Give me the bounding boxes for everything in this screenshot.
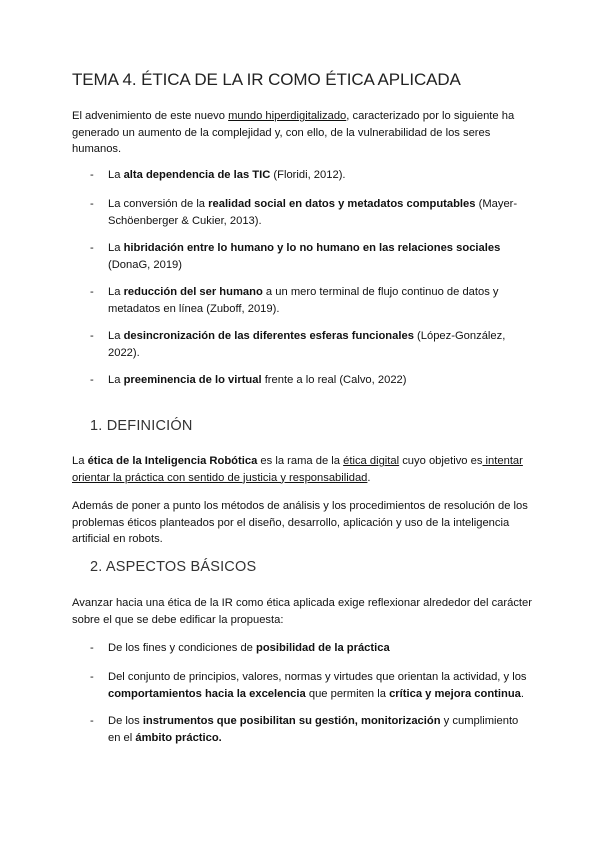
definition-paragraph: La ética de la Inteligencia Robótica es la rama de la ética digital cuyo objetivo es intentar orientar la práctica con sentido de justicia y responsabilidad. [72,455,523,484]
intro-text-end: , caracterizado por lo siguiente ha generado un aumento de la complejidad y, con ello, de la vulnerabilidad de los seres humanos. [72,110,515,155]
list-item: - De los fines y condiciones de posibilidad de la práctica [72,640,532,657]
bullet-dash: - [90,642,94,654]
underlined-term: intentar orientar la práctica con sentido de justicia y responsabilidad [72,455,523,484]
aspects-intro-paragraph: Avanzar hacia una ética de la IR como ética aplicada exige reflexionar alrededor del carácter sobre el que se debe edificar la propuesta: [72,597,532,626]
section-heading-aspectos: 2. ASPECTOS BÁSICOS [90,559,257,575]
underlined-term: ética digital [343,455,400,467]
bullet-dash: - [90,286,94,298]
list-item: - La desincronización de las diferentes esferas funcionales (López-González, 2022). [90,330,506,359]
list-item: - La preeminencia de lo virtual frente a lo real (Calvo, 2022) [72,372,532,389]
bullet-dash: - [90,374,94,386]
section-heading-definicion: 1. DEFINICIÓN [90,418,193,434]
bullet-dash: - [90,715,94,727]
bullet-dash: - [90,198,94,210]
intro-paragraph [72,108,532,158]
bullet-dash: - [90,169,94,181]
bullet-dash: - [90,242,94,254]
bullet-dash: - [90,671,94,683]
list-item: - La conversión de la realidad social en datos y metadatos computables (Mayer-Schöenberger & Cukier, 2013). [90,198,518,227]
intro-underlined-term: mundo hiperdigitalizado [228,110,347,122]
list-item: - Del conjunto de principios, valores, normas y virtudes que orientan la actividad, y los comportamientos hacia la excelencia que permiten la crítica y mejora continua. [90,671,527,700]
page-title: TEMA 4. ÉTICA DE LA IR COMO ÉTICA APLICADA [72,70,461,89]
list-item: - De los instrumentos que posibilitan su gestión, monitorización y cumplimiento en el ámbito práctico. [90,715,519,744]
list-item: - La reducción del ser humano a un mero terminal de flujo continuo de datos y metadatos en línea (Zuboff, 2019). [90,286,499,315]
intro-text: El advenimiento de este nuevo [72,110,229,122]
definition-paragraph-2: Además de poner a punto los métodos de análisis y los procedimientos de resolución de los problemas éticos planteados por el diseño, desarrollo, aplicación y uso de la inteligencia artificial en robots. [72,500,528,545]
list-item: - La alta dependencia de las TIC (Floridi, 2012). [72,167,532,184]
list-item: - La hibridación entre lo humano y lo no humano en las relaciones sociales (DonaG, 2019) [90,242,501,271]
bullet-dash: - [90,330,94,342]
